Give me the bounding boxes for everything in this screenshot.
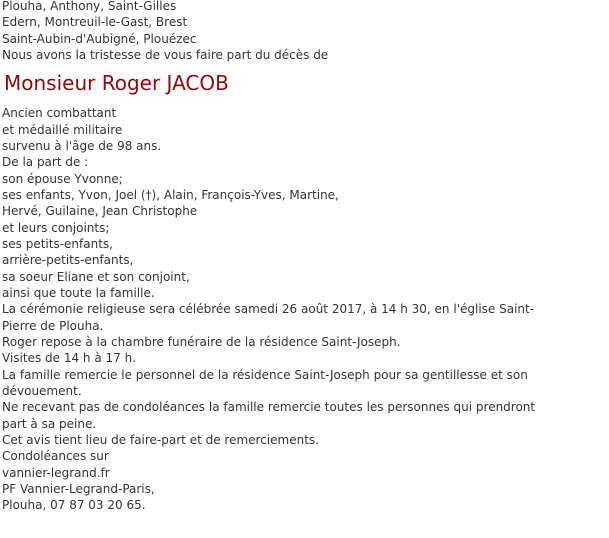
body-line: part à sa peine. bbox=[2, 416, 97, 431]
phone-line: Plouha, 07 87 03 20 65. bbox=[2, 498, 146, 513]
body-line: Ancien combattant bbox=[2, 106, 117, 121]
body-line: Hervé, Guilaine, Jean Christophe bbox=[2, 204, 198, 219]
body-line: Pierre de Plouha. bbox=[2, 318, 104, 333]
body-line: ainsi que toute la famille. bbox=[2, 285, 155, 300]
body-line: La famille remercie le personnel de la résidence Saint-Joseph pour sa gentillesse et son bbox=[2, 367, 528, 382]
body-line: son épouse Yvonne; bbox=[2, 171, 123, 186]
body-line: ses enfants, Yvon, Joel (†), Alain, François-Yves, Martine, bbox=[2, 187, 339, 202]
body-line: survenu à l'âge de 98 ans. bbox=[2, 138, 162, 153]
intro-line: Plouha, Anthony, Saint-Gilles bbox=[2, 0, 177, 13]
intro-line: Nous avons la tristesse de vous faire part du décès de bbox=[2, 47, 329, 62]
body-line: Roger repose à la chambre funéraire de la résidence Saint-Joseph. bbox=[2, 335, 401, 349]
body-line: et médaillé militaire bbox=[2, 122, 123, 137]
intro-block bbox=[2, 0, 602, 63]
body-line: ses petits-enfants, bbox=[2, 236, 113, 251]
body-line: sa soeur Eliane et son conjoint, bbox=[2, 269, 190, 284]
body-line: Visites de 14 h à 17 h. bbox=[2, 351, 137, 366]
body-line: Condoléances sur bbox=[2, 449, 109, 464]
body-line: et leurs conjoints; bbox=[2, 220, 110, 235]
intro-line: Edern, Montreuil-le-Gast, Brest bbox=[2, 15, 188, 30]
obituary-notice bbox=[2, 0, 602, 514]
intro-line: Saint-Aubin-d'Aubigné, Plouézec bbox=[2, 31, 197, 46]
notice-body bbox=[2, 105, 602, 514]
body-line: De la part de : bbox=[2, 155, 89, 170]
body-line: Cet avis tient lieu de faire-part et de remerciements. bbox=[2, 433, 319, 448]
body-line: arrière-petits-enfants, bbox=[2, 253, 134, 268]
body-line: dévouement. bbox=[2, 384, 82, 399]
body-line: PF Vannier-Legrand-Paris, bbox=[2, 482, 155, 497]
website-link[interactable]: vannier-legrand.fr bbox=[2, 465, 110, 480]
body-line: Ne recevant pas de condoléances la famille remercie toutes les personnes qui prendront bbox=[2, 400, 536, 415]
body-line: La cérémonie religieuse sera célébrée samedi 26 août 2017, à 14 h 30, en l'église Saint- bbox=[2, 302, 535, 317]
deceased-name: Monsieur Roger JACOB bbox=[4, 71, 229, 96]
